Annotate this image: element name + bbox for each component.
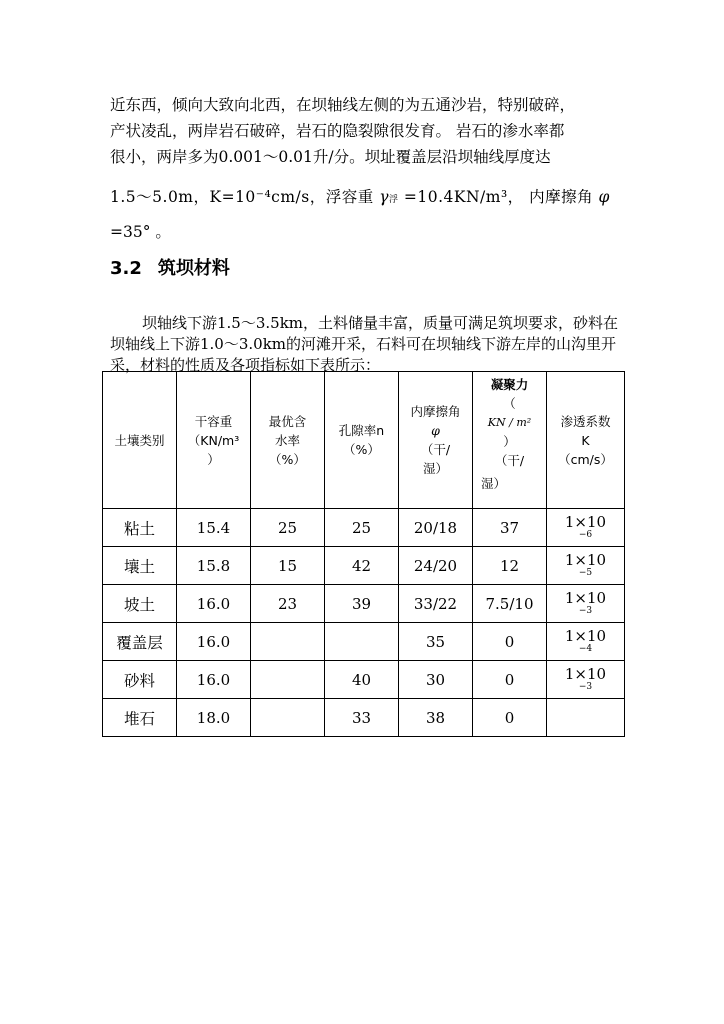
cell-porosity: 40 xyxy=(325,661,399,699)
cell-soil-type: 砂料 xyxy=(103,661,177,699)
table-row xyxy=(103,547,625,585)
header-line: （%） xyxy=(269,451,306,467)
header-line: 最优含 xyxy=(268,413,307,429)
cell-water-content xyxy=(251,699,325,737)
table-row xyxy=(103,699,625,737)
cell-cohesion: 12 xyxy=(473,547,547,585)
cell-dry-density: 15.8 xyxy=(177,547,251,585)
header-dry-density xyxy=(177,372,251,509)
cell-friction-angle: 24/20 xyxy=(399,547,473,585)
header-line: 孔隙率n xyxy=(338,423,385,438)
phi-symbol: φ xyxy=(598,188,610,206)
header-line: 湿） xyxy=(481,476,507,491)
cell-permeability xyxy=(547,661,625,699)
cell-permeability xyxy=(547,547,625,585)
table-row xyxy=(103,661,625,699)
cell-friction-angle: 33/22 xyxy=(399,585,473,623)
cell-porosity: 42 xyxy=(325,547,399,585)
cell-porosity xyxy=(325,623,399,661)
paragraph-line: 产状凌乱，两岸岩石破碎，岩石的隐裂隙很发育。 岩石的渗水率都 xyxy=(110,122,565,140)
header-line: 凝聚力 xyxy=(490,377,529,392)
header-permeability xyxy=(547,372,625,509)
paragraph-line: 近东西，倾向大致向北西，在坝轴线左侧的为五通沙岩，特别破碎， xyxy=(110,96,576,114)
header-line: （ xyxy=(503,396,516,411)
cell-dry-density: 16.0 xyxy=(177,585,251,623)
table-row xyxy=(103,585,625,623)
cell-porosity: 25 xyxy=(325,509,399,547)
header-line: 湿） xyxy=(422,461,448,476)
cell-permeability xyxy=(547,509,625,547)
cell-friction-angle: 20/18 xyxy=(399,509,473,547)
header-line: φ xyxy=(431,423,440,438)
header-line: K xyxy=(581,432,590,448)
header-cohesion xyxy=(473,372,547,509)
cell-soil-type: 壤土 xyxy=(103,547,177,585)
header-line: （干/ xyxy=(420,442,451,457)
header-line: 渗透系数 xyxy=(560,413,611,429)
cell-water-content: 23 xyxy=(251,585,325,623)
perm-base: 1×10 xyxy=(564,626,607,645)
cell-porosity: 33 xyxy=(325,699,399,737)
header-line: （KN/m³ xyxy=(187,432,240,448)
header-friction-angle xyxy=(399,372,473,509)
paragraph-text: =10.4KN/m³， 内摩擦角 xyxy=(403,188,594,206)
cell-dry-density: 18.0 xyxy=(177,699,251,737)
cell-soil-type: 覆盖层 xyxy=(103,623,177,661)
perm-base: 1×10 xyxy=(564,550,607,569)
perm-exponent: −3 xyxy=(578,605,593,616)
table-header-row xyxy=(103,372,625,509)
section-number: 3.2 xyxy=(110,258,142,279)
perm-exponent: −6 xyxy=(578,529,593,540)
cell-permeability xyxy=(547,623,625,661)
cell-permeability xyxy=(547,585,625,623)
header-line: 干容重 xyxy=(194,413,233,429)
cell-water-content: 15 xyxy=(251,547,325,585)
header-water-content xyxy=(251,372,325,509)
paragraph-text: 1.5～5.0m，K=10⁻⁴cm/s，浮容重 xyxy=(110,188,374,206)
materials-paragraph: 坝轴线下游1.5～3.5km，土料储量丰富，质量可满足筑坝要求，砂料在坝轴线上下游1.0～3.0km的河滩开采，石料可在坝轴线下游左岸的山沟里开采，材料的性质及各项指标如下表所示： xyxy=(110,314,619,374)
header-line: 水率 xyxy=(274,432,300,448)
table-row xyxy=(103,623,625,661)
cell-soil-type: 堆石 xyxy=(103,699,177,737)
section-title: 筑坝材料 xyxy=(157,258,230,279)
cell-friction-angle: 38 xyxy=(399,699,473,737)
perm-base: 1×10 xyxy=(564,512,607,531)
perm-exponent: −5 xyxy=(578,567,593,578)
cell-dry-density: 16.0 xyxy=(177,661,251,699)
header-line: ） xyxy=(207,451,220,467)
paragraph-line: =35° 。 xyxy=(110,223,171,241)
header-porosity xyxy=(325,372,399,509)
cell-friction-angle: 30 xyxy=(399,661,473,699)
cell-soil-type: 粘土 xyxy=(103,509,177,547)
perm-exponent: −4 xyxy=(578,643,593,654)
gamma-subscript: 浮 xyxy=(388,195,399,205)
geology-paragraph xyxy=(110,92,626,245)
cell-water-content: 25 xyxy=(251,509,325,547)
materials-table xyxy=(102,371,625,737)
perm-exponent: −3 xyxy=(578,681,593,692)
header-line: KN / m² xyxy=(487,416,532,429)
cell-cohesion: 0 xyxy=(473,699,547,737)
cell-cohesion: 7.5/10 xyxy=(473,585,547,623)
paragraph-line: 很小，两岸多为0.001～0.01升/分。坝址覆盖层沿坝轴线厚度达 xyxy=(110,148,551,166)
cell-friction-angle: 35 xyxy=(399,623,473,661)
perm-base: 1×10 xyxy=(564,664,607,683)
header-line: （cm/s） xyxy=(558,451,613,467)
cell-cohesion: 37 xyxy=(473,509,547,547)
cell-permeability xyxy=(547,699,625,737)
cell-dry-density: 15.4 xyxy=(177,509,251,547)
header-line: （%） xyxy=(343,442,380,457)
paragraph-line xyxy=(110,184,626,213)
section-heading xyxy=(110,254,230,280)
perm-base: 1×10 xyxy=(564,588,607,607)
header-line: ） xyxy=(503,434,516,449)
header-line: （干/ xyxy=(494,453,525,468)
cell-water-content xyxy=(251,623,325,661)
table-row xyxy=(103,509,625,547)
header-line: 内摩擦角 xyxy=(410,404,461,419)
cell-dry-density: 16.0 xyxy=(177,623,251,661)
cell-soil-type: 坡土 xyxy=(103,585,177,623)
cell-water-content xyxy=(251,661,325,699)
cell-cohesion: 0 xyxy=(473,623,547,661)
gamma-symbol: γ xyxy=(379,188,389,206)
header-soil-type: 土壤类别 xyxy=(103,372,177,509)
cell-cohesion: 0 xyxy=(473,661,547,699)
cell-porosity: 39 xyxy=(325,585,399,623)
